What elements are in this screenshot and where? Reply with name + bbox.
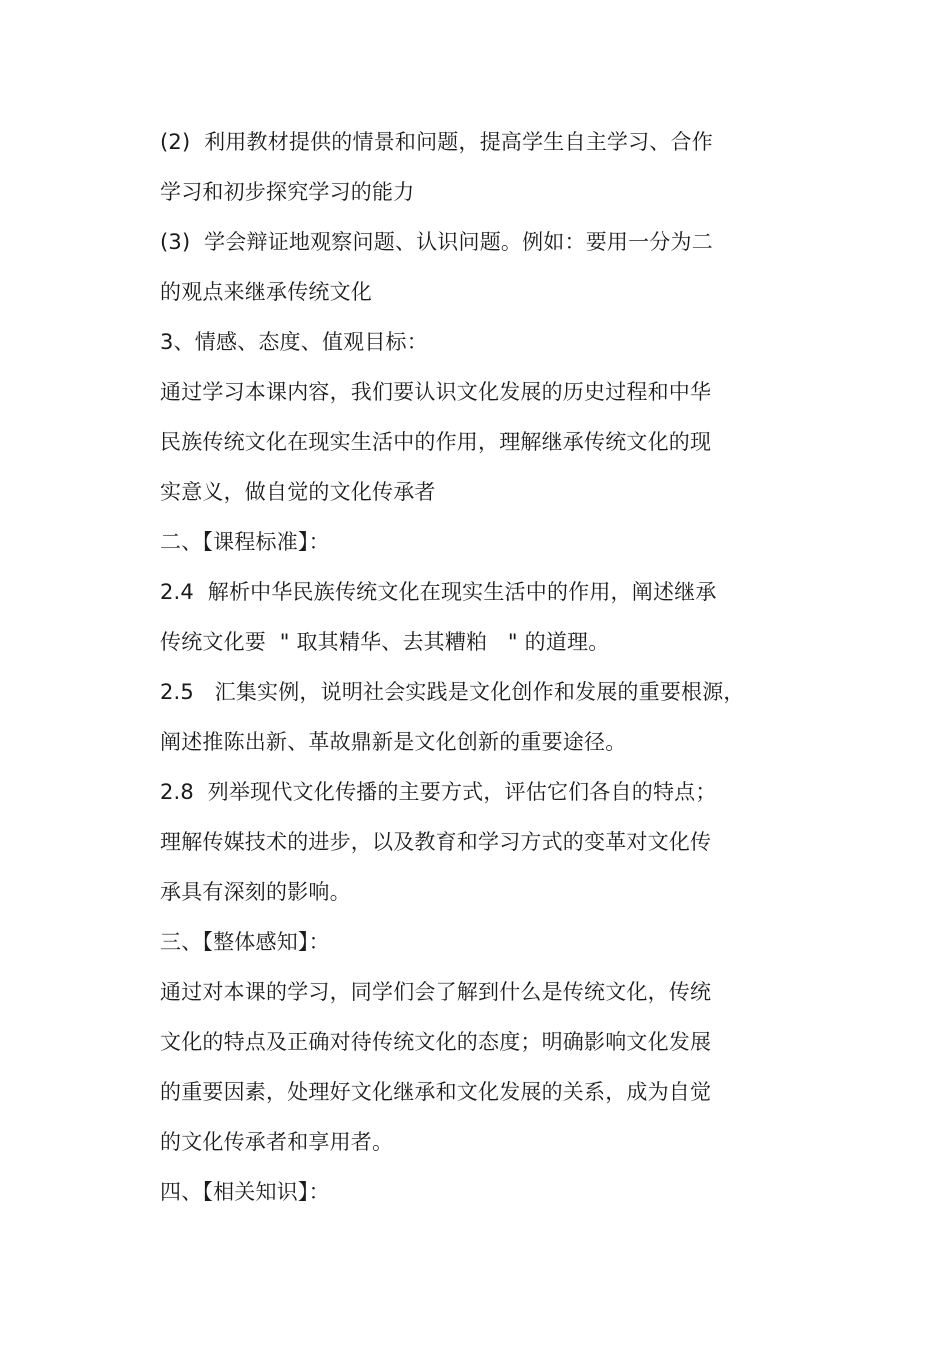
section-heading: 三、【整体感知】： [160,930,330,954]
text-line: 通过学习本课内容，我们要认识文化发展的历史过程和中华 [160,380,712,404]
text-line: 承具有深刻的影响。 [160,880,351,904]
text-line: 文化的特点及正确对待传统文化的态度；明确影响文化发展 [160,1030,712,1054]
text-line: 通过对本课的学习，同学们会了解到什么是传统文化，传统 [160,980,712,1004]
text-line: 阐述推陈出新、革故鼎新是文化创新的重要途径。 [160,730,627,754]
text-line: 民族传统文化在现实生活中的作用，理解继承传统文化的现 [160,430,712,454]
text-line: 2.5 汇集实例，说明社会实践是文化创作和发展的重要根源， [160,680,745,704]
text-line: 的文化传承者和享用者。 [160,1130,394,1154]
text-line: 的重要因素，处理好文化继承和文化发展的关系，成为自觉 [160,1080,712,1104]
text-line: 的观点来继承传统文化 [160,280,372,304]
text-line: 学习和初步探究学习的能力 [160,180,415,204]
text-line: 理解传媒技术的进步，以及教育和学习方式的变革对文化传 [160,830,712,854]
text-line: (2) 利用教材提供的情景和问题，提高学生自主学习、合作 [160,130,713,154]
text-line: (3) 学会辩证地观察问题、认识问题。例如：要用一分为二 [160,230,713,254]
text-line: 传统文化要 " 取其精华、去其糟粕 " 的道理。 [160,630,610,654]
text-line: 实意义，做自觉的文化传承者 [160,480,436,504]
section-heading: 3、情感、态度、值观目标： [160,330,428,354]
text-line: 2.8 列举现代文化传播的主要方式，评估它们各自的特点； [160,780,717,804]
section-heading: 四、【相关知识】： [160,1180,330,1204]
section-heading: 二、【课程标准】： [160,530,330,554]
text-line: 2.4 解析中华民族传统文化在现实生活中的作用，阐述继承 [160,580,717,604]
